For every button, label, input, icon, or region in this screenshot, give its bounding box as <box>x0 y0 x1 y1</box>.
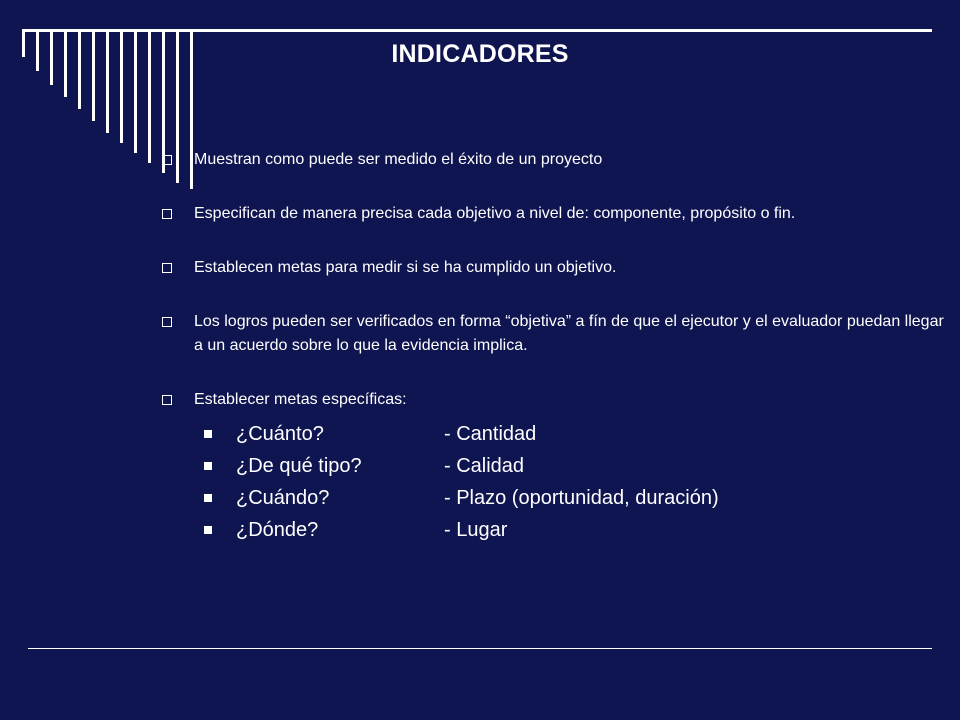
sub-bullet-answer: - Calidad <box>444 455 525 477</box>
sub-bullet-answer: - Cantidad <box>444 423 537 445</box>
bullet-item <box>160 256 950 280</box>
sub-bullet-question: ¿Cuánto? <box>236 423 324 445</box>
sub-bullet-question: ¿Dónde? <box>236 519 319 541</box>
solid-square-bullet-icon <box>204 494 212 502</box>
sub-bullet-item <box>204 514 950 546</box>
sub-bullet-item <box>204 418 950 450</box>
sub-bullet-answer: - Plazo (oportunidad, duración) <box>444 487 719 509</box>
solid-square-bullet-icon <box>204 430 212 438</box>
hollow-square-bullet-icon <box>162 263 172 273</box>
bullet-item <box>160 388 950 412</box>
hollow-square-bullet-icon <box>162 395 172 405</box>
bullet-text: Establecen metas para medir si se ha cumplido un objetivo. <box>194 259 617 276</box>
sub-bullet-answer: - Lugar <box>444 519 508 541</box>
bottom-rule <box>28 648 932 649</box>
bullet-text: Muestran como puede ser medido el éxito de un proyecto <box>194 151 603 168</box>
hollow-square-bullet-icon <box>162 317 172 327</box>
solid-square-bullet-icon <box>204 462 212 470</box>
bullet-item <box>160 202 950 226</box>
bullet-text: Establecer metas específicas: <box>194 391 407 408</box>
bullet-list <box>160 148 950 546</box>
slide-title: INDICADORES <box>391 40 569 68</box>
solid-square-bullet-icon <box>204 526 212 534</box>
bullet-item <box>160 148 950 172</box>
hollow-square-bullet-icon <box>162 209 172 219</box>
hollow-square-bullet-icon <box>162 155 172 165</box>
bullet-item <box>160 310 950 358</box>
sub-bullet-question: ¿De qué tipo? <box>236 455 362 477</box>
bullet-text: Los logros pueden ser verificados en forma “objetiva” a fín de que el ejecutor y el evaluador puedan llegar a un acuerdo sobre lo que la evidencia implica. <box>194 313 944 354</box>
bullet-text: Especifican de manera precisa cada objetivo a nivel de: componente, propósito o fin. <box>194 205 796 222</box>
sub-bullet-list <box>204 418 950 546</box>
sub-bullet-item <box>204 450 950 482</box>
sub-bullet-item <box>204 482 950 514</box>
sub-bullet-question: ¿Cuándo? <box>236 487 330 509</box>
